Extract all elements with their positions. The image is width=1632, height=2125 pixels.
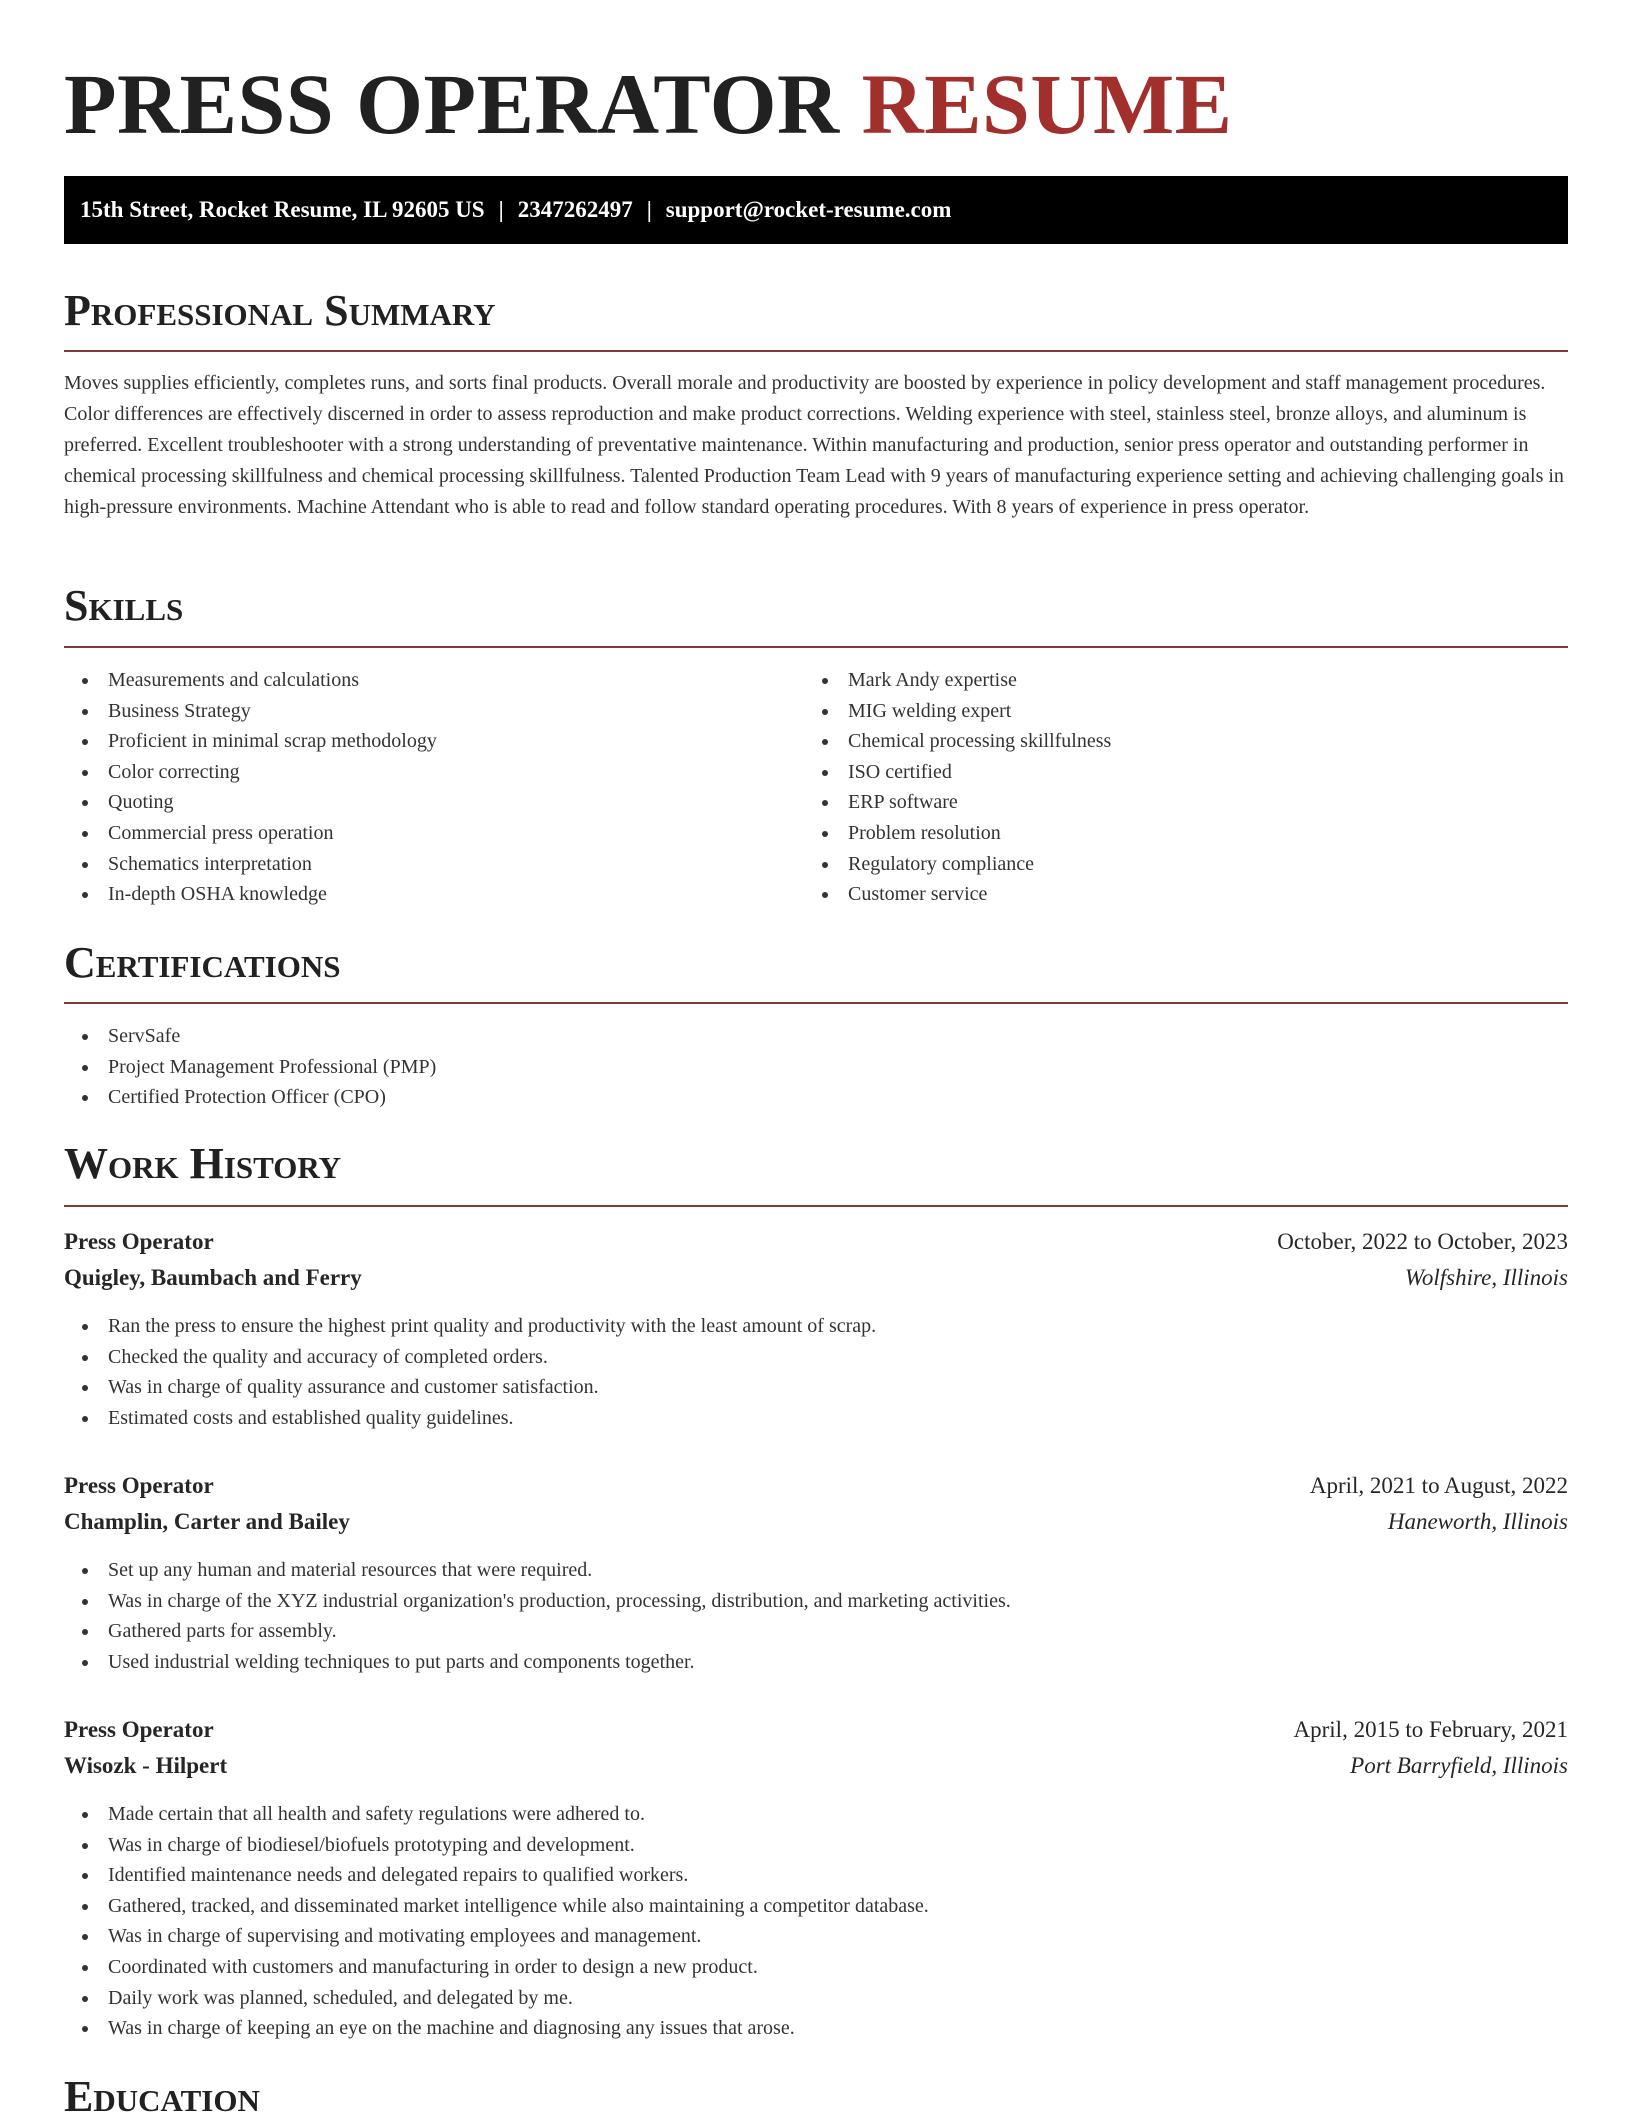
skills-heading: Skills: [64, 581, 184, 630]
job-location: Wolfshire, Illinois: [1404, 1265, 1568, 1290]
certifications-list: [64, 1021, 436, 1113]
job-location: Port Barryfield, Illinois: [1350, 1753, 1568, 1778]
skill-item: In-depth OSHA knowledge: [64, 879, 437, 910]
section-divider: [64, 350, 1568, 352]
job-location: Haneworth, Illinois: [1387, 1509, 1568, 1534]
summary-text: Moves supplies efficiently, completes runs, and sorts final products. Overall morale and productivity are boosted by experience in policy development and staff management procedures. Color differences are effectively discerned in order to assess reproduction and make product corrections. Welding experience with steel, stainless steel, bronze alloys, and aluminum is preferred. Excellent troubleshooter with a strong understanding of preventative maintenance. Within manufacturing and production, senior press operator and outstanding performer in chemical processing skillfulness and chemical processing skillfulness. Talented Production Team Lead with 9 years of manufacturing experience setting and achieving challenging goals in high-pressure environments. Machine Attendant who is able to read and follow standard operating procedures. With 8 years of experience in press operator.: [64, 372, 1564, 518]
contact-address: 15th Street, Rocket Resume, IL 92605 US: [80, 197, 485, 222]
contact-bar: [64, 176, 1568, 244]
job-duty-item: Made certain that all health and safety regulations were adhered to.: [64, 1799, 929, 1830]
work-history-heading: Work History: [64, 1139, 342, 1188]
skill-item: Measurements and calculations: [64, 665, 437, 696]
title-main: PRESS OPERATOR: [64, 56, 840, 152]
skill-item: Proficient in minimal scrap methodology: [64, 726, 437, 757]
job-duty-item: Identified maintenance needs and delegated repairs to qualified workers.: [64, 1860, 929, 1891]
job-duty-item: Estimated costs and established quality guidelines.: [64, 1403, 876, 1434]
skill-item: Business Strategy: [64, 696, 437, 727]
job-dates: October, 2022 to October, 2023: [1277, 1229, 1568, 1254]
skill-item: Schematics interpretation: [64, 849, 437, 880]
certification-item: Certified Protection Officer (CPO): [64, 1082, 436, 1113]
job-duty-item: Was in charge of supervising and motivating employees and management.: [64, 1921, 929, 1952]
contact-separator: |: [498, 197, 504, 222]
skill-item: ISO certified: [804, 757, 1111, 788]
skills-list-right: [804, 665, 1111, 910]
job-dates: April, 2015 to February, 2021: [1293, 1717, 1568, 1742]
job-duty-item: Was in charge of keeping an eye on the machine and diagnosing any issues that arose.: [64, 2013, 929, 2044]
job-duties: [64, 1799, 929, 2044]
section-divider: [64, 1002, 1568, 1004]
title-accent: RESUME: [861, 56, 1233, 152]
certifications-heading: Certifications: [64, 938, 341, 987]
job-dates: April, 2021 to August, 2022: [1309, 1473, 1568, 1498]
skill-item: Chemical processing skillfulness: [804, 726, 1111, 757]
job-duty-item: Was in charge of quality assurance and customer satisfaction.: [64, 1372, 876, 1403]
section-divider: [64, 646, 1568, 648]
contact-phone: 2347262497: [517, 197, 633, 222]
job-duty-item: Used industrial welding techniques to put parts and components together.: [64, 1647, 1011, 1678]
skill-item: Regulatory compliance: [804, 849, 1111, 880]
education-heading: Education: [64, 2072, 260, 2121]
job-title: Press Operator: [64, 1717, 214, 1742]
job-company: Wisozk - Hilpert: [64, 1753, 228, 1778]
resume-title: [64, 54, 1233, 154]
job-duty-item: Checked the quality and accuracy of completed orders.: [64, 1342, 876, 1373]
skill-item: Customer service: [804, 879, 1111, 910]
job-company: Quigley, Baumbach and Ferry: [64, 1265, 362, 1290]
job-title: Press Operator: [64, 1229, 214, 1254]
skill-item: Problem resolution: [804, 818, 1111, 849]
job-duty-item: Ran the press to ensure the highest print quality and productivity with the least amount of scrap.: [64, 1311, 876, 1342]
certification-item: ServSafe: [64, 1021, 436, 1052]
summary-heading: Professional Summary: [64, 286, 496, 335]
skill-item: Commercial press operation: [64, 818, 437, 849]
job-duties: [64, 1311, 876, 1433]
job-duty-item: Daily work was planned, scheduled, and delegated by me.: [64, 1983, 929, 2014]
job-company: Champlin, Carter and Bailey: [64, 1509, 350, 1534]
contact-separator: |: [646, 197, 652, 222]
job-duty-item: Coordinated with customers and manufacturing in order to design a new product.: [64, 1952, 929, 1983]
skill-item: ERP software: [804, 787, 1111, 818]
certification-item: Project Management Professional (PMP): [64, 1052, 436, 1083]
job-duties: [64, 1555, 1011, 1677]
skill-item: MIG welding expert: [804, 696, 1111, 727]
skill-item: Color correcting: [64, 757, 437, 788]
job-duty-item: Was in charge of biodiesel/biofuels prototyping and development.: [64, 1830, 929, 1861]
skill-item: Mark Andy expertise: [804, 665, 1111, 696]
job-duty-item: Set up any human and material resources that were required.: [64, 1555, 1011, 1586]
job-duty-item: Gathered parts for assembly.: [64, 1616, 1011, 1647]
job-duty-item: Gathered, tracked, and disseminated market intelligence while also maintaining a competitor database.: [64, 1891, 929, 1922]
job-duty-item: Was in charge of the XYZ industrial organization's production, processing, distribution, and marketing activities.: [64, 1586, 1011, 1617]
job-title: Press Operator: [64, 1473, 214, 1498]
skill-item: Quoting: [64, 787, 437, 818]
contact-email[interactable]: support@rocket-resume.com: [665, 197, 952, 222]
section-divider: [64, 1205, 1568, 1207]
skills-list-left: [64, 665, 437, 910]
